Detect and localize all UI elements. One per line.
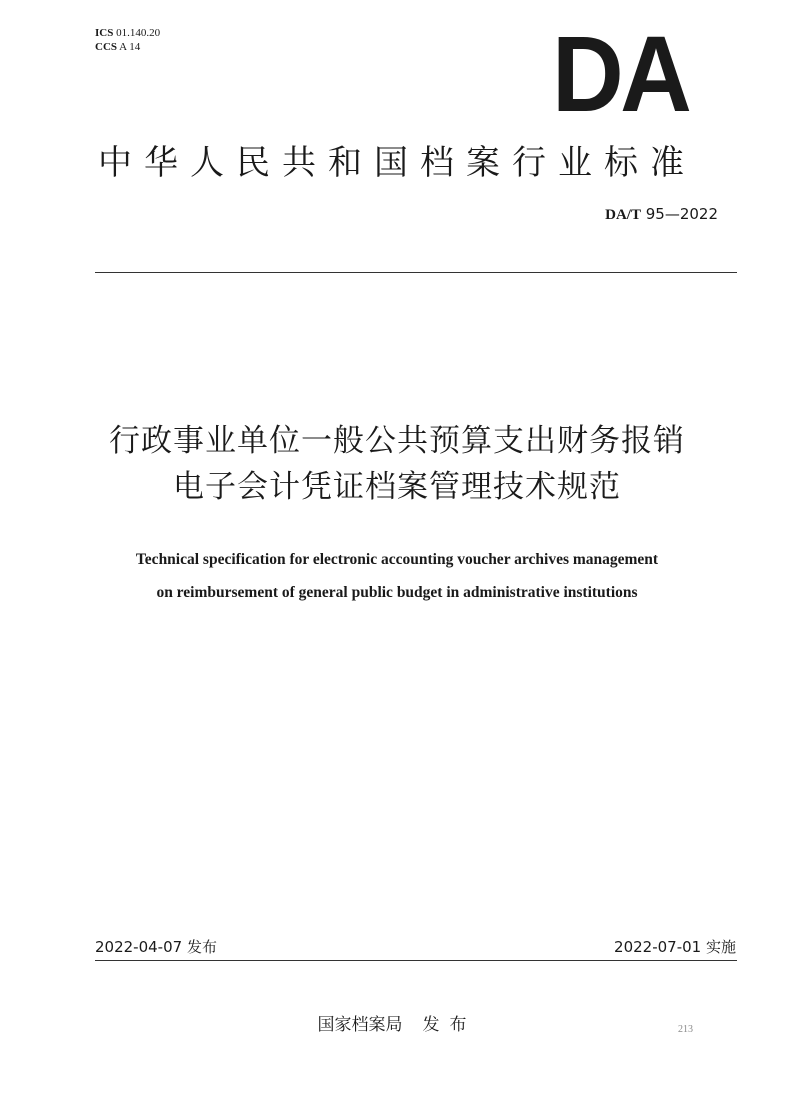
english-title — [0, 543, 794, 609]
implementation-date: 2022-07-01 实施 — [614, 938, 736, 956]
ccs-code — [95, 40, 160, 54]
ics-value: 01.140.20 — [116, 27, 161, 39]
top-divider — [95, 272, 737, 273]
english-title-line-2: on reimbursement of general public budget in administrative institutions — [156, 584, 638, 601]
publisher-verb: 发布 — [422, 1015, 477, 1035]
chinese-title — [0, 418, 794, 510]
standard-number — [605, 204, 718, 225]
da-logo: DA — [552, 13, 689, 134]
organization-title: 中华人民共和国档案行业标准 — [98, 143, 696, 183]
chinese-title-line-1: 行政事业单位一般公共预算支出财务报销 — [109, 423, 685, 459]
standard-prefix: DA/T — [605, 207, 641, 223]
classification-codes — [95, 26, 160, 54]
standard-code: 95—2022 — [645, 205, 718, 223]
issue-date: 2022-04-07 发布 — [95, 938, 217, 956]
publisher — [0, 1013, 794, 1037]
page-number: 213 — [678, 1024, 693, 1035]
bottom-divider — [95, 960, 737, 961]
ics-code — [95, 26, 160, 40]
chinese-title-line-2: 电子会计凭证档案管理技术规范 — [173, 469, 621, 505]
publisher-name: 国家档案局 — [317, 1015, 403, 1035]
ccs-label: CCS — [95, 41, 118, 53]
english-title-line-1: Technical specification for electronic accounting voucher archives management — [135, 551, 659, 568]
ics-label: ICS — [95, 27, 114, 39]
ccs-value: A 14 — [119, 41, 141, 53]
